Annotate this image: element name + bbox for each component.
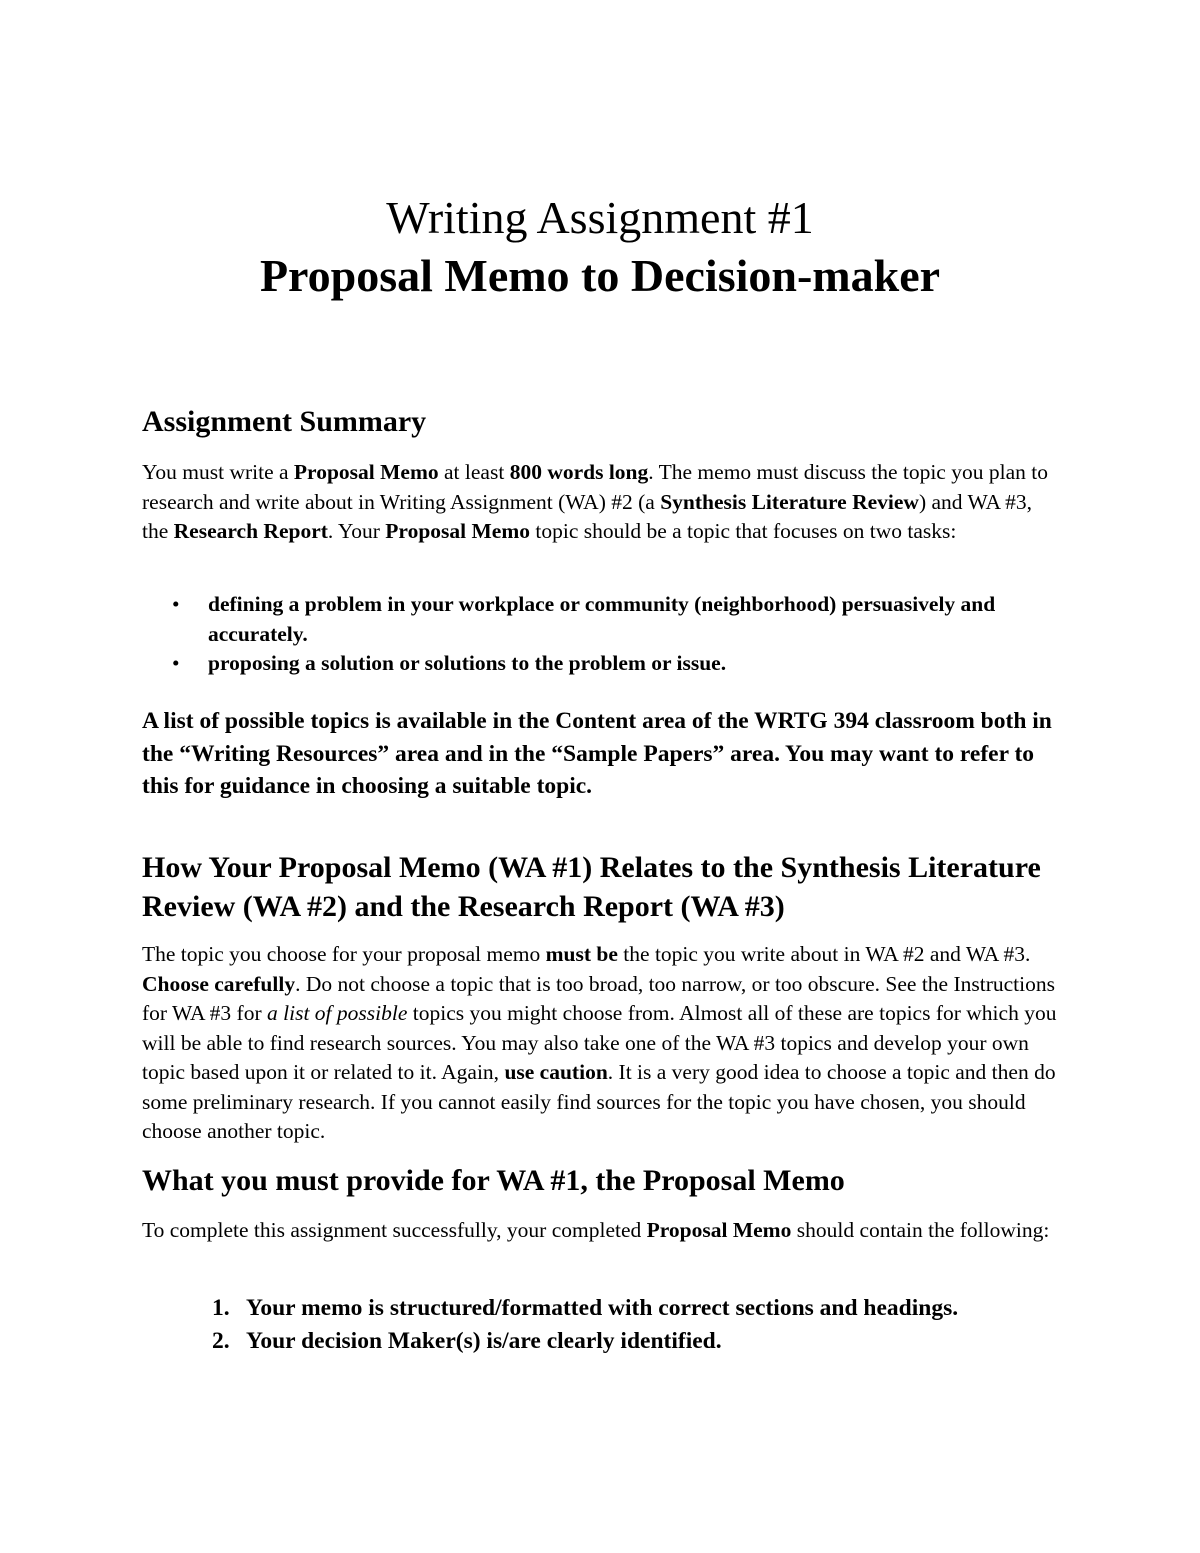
summary-emphasis: Proposal Memo [293,460,439,484]
task-list [142,590,1058,679]
provide-text: To complete this assignment successfully, your completed [142,1218,647,1242]
relates-emphasis: use caution [504,1060,608,1084]
provide-text: should contain the following: [791,1218,1050,1242]
relates-paragraph [142,940,1058,1147]
title-line-proposal-memo: Proposal Memo to Decision-maker [259,250,941,301]
document-title [142,190,1058,306]
bullet-icon: • [172,651,180,675]
summary-emphasis: 800 words long [509,460,649,484]
list-item [142,1325,1058,1358]
summary-emphasis: Proposal Memo [385,519,530,543]
summary-emphasis: Synthesis Literature Review [660,489,919,514]
heading-relates: How Your Proposal Memo (WA #1) Relates to the Synthesis Literature Review (WA #2) and the Research Report (WA #3) [142,851,1041,923]
summary-text: ) and WA #3, the [142,489,1033,543]
summary-emphasis: Research Report [173,519,328,543]
summary-text: at least [438,460,510,484]
list-number: 2. [212,1328,230,1354]
summary-text: . The memo must discuss the topic you plan to research and write about in Writing Assignment (WA) #2 (a [142,460,1048,514]
relates-text: the topic you write about in WA #2 and WA #3. [617,942,1031,966]
list-item-text: Your memo is structured/formatted with correct sections and headings. [246,1295,959,1321]
relates-text: . It is a very good idea to choose a topic and then do some preliminary research. If you cannot easily find sources for the topic you have chosen, you should choose another topic. [142,1060,1056,1143]
provide-emphasis: Proposal Memo [646,1218,792,1242]
relates-text: . Do not choose a topic that is too broad, too narrow, or too obscure. See the Instructions for WA #3 for [142,971,1055,1025]
summary-paragraph [142,458,1058,547]
bullet-icon: • [172,592,180,616]
relates-italic: a list of possible [267,1001,408,1025]
summary-text: You must write a [142,460,294,484]
heading-what-to-provide: What you must provide for WA #1, the Proposal Memo [142,1164,845,1197]
title-line-assignment: Writing Assignment #1 [386,192,814,243]
summary-text: . Your [327,519,386,543]
summary-text: topic should be a topic that focuses on two tasks: [530,519,957,543]
relates-emphasis: Choose carefully [142,971,296,996]
relates-text: The topic you choose for your proposal memo [142,942,546,966]
list-item [142,649,1058,679]
list-item [142,1292,1058,1325]
heading-assignment-summary: Assignment Summary [142,405,427,438]
list-item-text: proposing a solution or solutions to the problem or issue. [208,651,727,675]
list-item-text: Your decision Maker(s) is/are clearly identified. [246,1328,722,1354]
requirements-list [142,1292,1058,1358]
relates-text: topics you might choose from. Almost all of these are topics for which you will be able to find research sources. You may also take one of the WA #3 topics and develop your own topic based upon it or related to it. Again, [142,1001,1057,1084]
relates-emphasis: must be [545,942,618,966]
list-item [142,590,1058,649]
provide-paragraph [142,1216,1058,1246]
list-number: 1. [212,1295,230,1321]
list-item-text: defining a problem in your workplace or community (neighborhood) persuasively and accurately. [208,592,996,646]
topics-note: A list of possible topics is available in the Content area of the WRTG 394 classroom both in the “Writing Resources” area and in the “Sample Papers” area. You may want to refer to this for guidance in choosing a suitable topic. [142,708,1052,799]
